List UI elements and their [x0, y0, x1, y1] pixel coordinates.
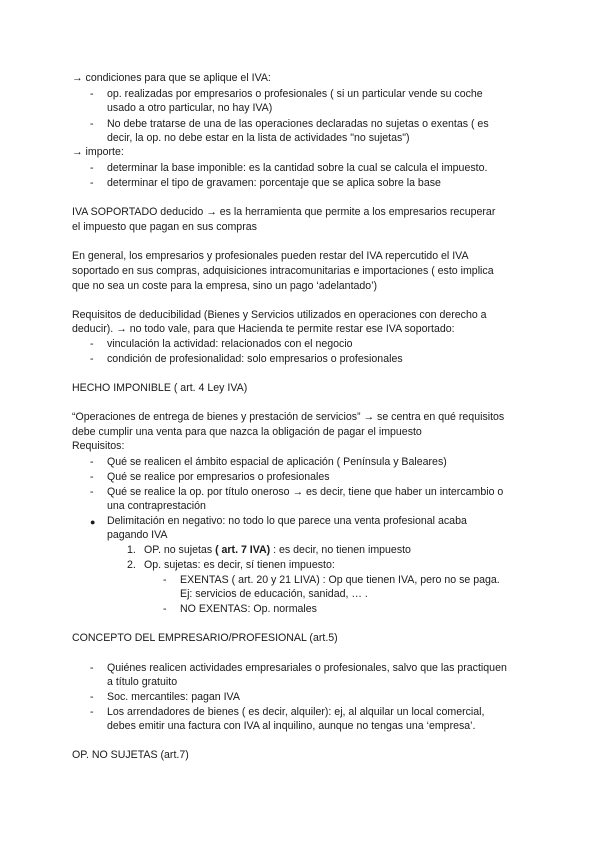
numbered-item-prefix: OP. no sujetas [144, 544, 216, 556]
dash-marker: - [90, 88, 94, 100]
dash-marker: - [90, 353, 94, 365]
paragraph-line: debe cumplir una venta para que nazca la obligación de pagar el impuesto [72, 426, 422, 438]
number-marker: 2. [127, 559, 136, 571]
list-item-cont: a título gratuito [107, 676, 178, 688]
dash-marker: - [90, 706, 94, 718]
list-item: Qué se realice por empresarios o profesionales [107, 471, 330, 483]
dash-marker: - [90, 691, 94, 703]
dash-marker: - [90, 662, 94, 674]
list-item: condición de profesionalidad: solo empresarios o profesionales [107, 353, 403, 365]
bullet-marker: ● [90, 517, 96, 527]
sub-list-item-cont: Ej: servicios de educación, sanidad, … . [180, 588, 368, 600]
list-item: Qué se realicen el ámbito espacial de aplicación ( Península y Baleares) [107, 456, 447, 468]
paragraph-line: Requisitos de deducibilidad (Bienes y Servicios utilizados en operaciones con derecho a [72, 309, 487, 321]
list-item: determinar la base imponible: es la cantidad sobre la cual se calcula el impuesto. [107, 162, 488, 174]
dash-marker: - [90, 177, 94, 189]
dash-marker: - [90, 118, 94, 130]
list-item-cont: una contraprestación [107, 500, 206, 512]
list-item-cont: decir, la op. no debe estar en la lista de actividades "no sujetas") [107, 132, 410, 144]
numbered-item: Op. sujetas: es decir, sí tienen impuesto: [144, 559, 335, 571]
dash-marker: - [90, 486, 94, 498]
list-item: Qué se realice la op. por título oneroso → es decir, tiene que haber un intercambio o [107, 486, 504, 498]
paragraph-line: IVA SOPORTADO deducido → es la herramienta que permite a los empresarios recuperar [72, 206, 496, 218]
conditions-heading: → condiciones para que se aplique el IVA: [72, 72, 271, 84]
numbered-item [144, 543, 411, 557]
dash-marker: - [90, 162, 94, 174]
numbered-item-suffix: : es decir, no tienen impuesto [270, 544, 411, 556]
list-item: Soc. mercantiles: pagan IVA [107, 691, 240, 703]
dash-marker: - [90, 471, 94, 483]
dash-marker: - [163, 574, 167, 586]
list-item-cont: pagando IVA [107, 529, 168, 541]
list-item: No debe tratarse de una de las operaciones declaradas no sujetas o exentas ( es [107, 118, 489, 130]
sub-list-item: NO EXENTAS: Op. normales [180, 603, 317, 615]
paragraph-line: En general, los empresarios y profesionales pueden restar del IVA repercutido el IVA [72, 250, 469, 262]
importe-heading: → importe: [72, 146, 124, 158]
paragraph-line: deducir). → no todo vale, para que Hacienda te permite restar ese IVA soportado: [72, 323, 455, 335]
numbered-item-bold: ( art. 7 IVA) [215, 544, 271, 556]
list-item: Quiénes realicen actividades empresariales o profesionales, salvo que las practiquen [107, 662, 507, 674]
section-heading: HECHO IMPONIBLE ( art. 4 Ley IVA) [72, 382, 248, 394]
list-item: Delimitación en negativo: no todo lo que parece una venta profesional acaba [107, 515, 467, 527]
dash-marker: - [90, 456, 94, 468]
list-item: determinar el tipo de gravamen: porcentaje que se aplica sobre la base [107, 177, 441, 189]
list-item: Los arrendadores de bienes ( es decir, alquiler): ej, al alquilar un local comercial, [107, 706, 485, 718]
number-marker: 1. [127, 544, 136, 556]
paragraph-line: “Operaciones de entrega de bienes y prestación de servicios” → se centra en qué requisitos [72, 411, 505, 423]
paragraph-line: que no sea un coste para la empresa, sino un pago ‘adelantado’) [72, 280, 378, 292]
list-item: vinculación la actividad: relacionados con el negocio [107, 338, 353, 350]
section-heading: OP. NO SUJETAS (art.7) [72, 749, 189, 761]
list-item: op. realizadas por empresarios o profesionales ( si un particular vende su coche [107, 88, 483, 100]
paragraph-line: el impuesto que pagan en sus compras [72, 221, 257, 233]
requisitos-label: Requisitos: [72, 440, 125, 452]
paragraph-line: soportado en sus compras, adquisiciones intracomunitarias e importaciones ( esto implica [72, 265, 494, 277]
dash-marker: - [90, 338, 94, 350]
list-item-cont: debes emitir una factura con IVA al inquilino, aunque no tengas una ‘empresa’. [107, 720, 476, 732]
list-item-cont: usado a otro particular, no hay IVA) [107, 102, 273, 114]
section-heading: CONCEPTO DEL EMPRESARIO/PROFESIONAL (art.5) [72, 632, 338, 644]
sub-list-item: EXENTAS ( art. 20 y 21 LIVA) : Op que tienen IVA, pero no se paga. [180, 574, 500, 586]
dash-marker: - [163, 603, 167, 615]
